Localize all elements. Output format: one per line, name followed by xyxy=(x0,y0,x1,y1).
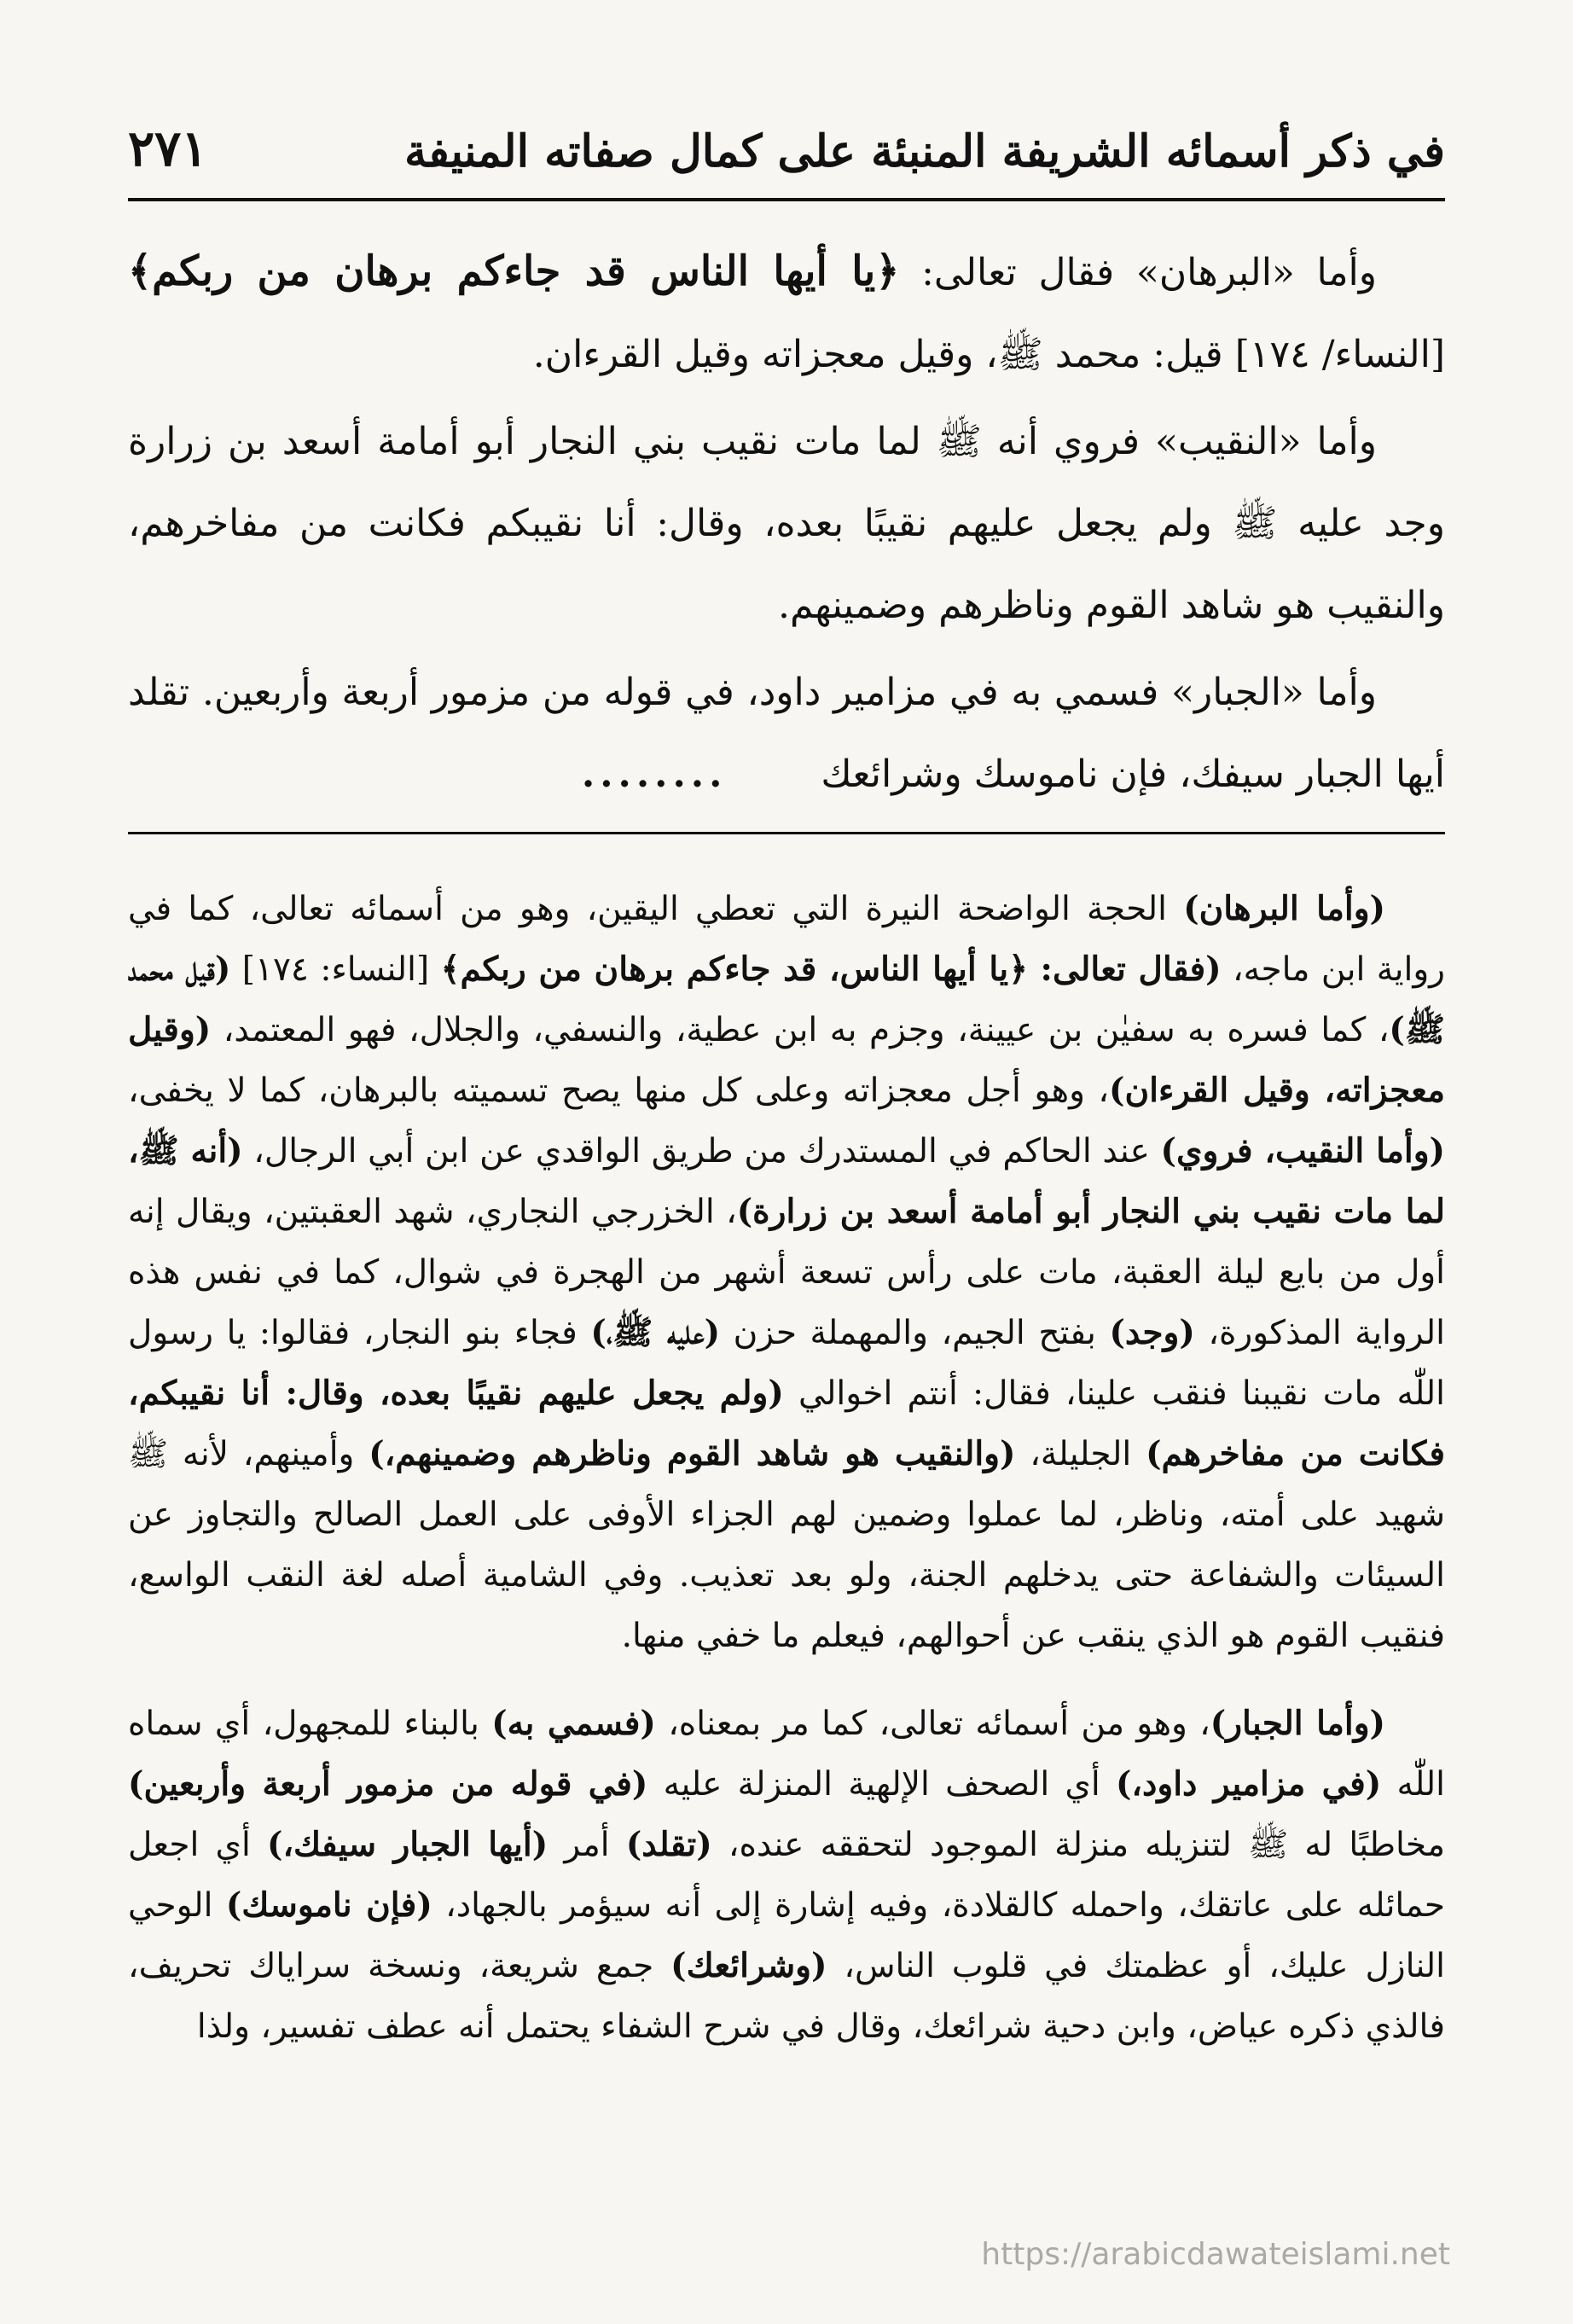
commentary-paragraph-2 xyxy=(128,1694,1445,2057)
watermark-url: https://arabicdawateislami.net xyxy=(981,2237,1450,2272)
commentary-quoted-phrase: (ولم يجعل عليهم نقيبًا بعده، وقال: أنا نقيبكم، فكانت من مفاخرهم) xyxy=(128,1374,1445,1473)
commentary-quoted-phrase: (في قوله من مزمور أربعة وأربعين) xyxy=(128,1764,648,1804)
commentary-quoted-phrase: (وأما البرهان) xyxy=(1183,889,1385,928)
commentary-explanation: عند الحاكم في المستدرك من طريق الواقدي عن ابن أبي الرجال، xyxy=(242,1132,1161,1171)
commentary-explanation: وأمينهم، لأنه ﷺ شهيد على أمته، وناظر، لما عملوا وضمين لهم الجزاء الأوفى على العمل الصالح والتجاوز عن السيئات والشفاعة حتى يدخلهم الجنة، ولو بعد تعذيب. وفي الشامية أصله لغة النقب الواسع، فنقيب القوم هو الذي ينقب عن أحوالهم، فيعلم ما خفي منها. xyxy=(128,1435,1445,1655)
main-p3-text: وأما «الجبار» فسمي به في مزامير داود، في قوله من مزمور أربعة وأربعين. تقلد أيها الجبار سيفك، فإن ناموسك وشرائعك xyxy=(128,671,1445,796)
main-p1-rest: [النساء/ ١٧٤] قيل: محمد ﷺ، وقيل معجزاته وقيل القرءان. xyxy=(532,333,1445,376)
page-number: ٢٧١ xyxy=(128,119,208,177)
main-p1-intro: وأما «البرهان» فقال تعالى: xyxy=(899,251,1377,294)
main-paragraph-burhan xyxy=(128,230,1445,396)
commentary-explanation: ، وهو من أسمائه تعالى، كما مر بمعناه، xyxy=(655,1705,1210,1743)
commentary-quoted-phrase: (فسمي به) xyxy=(491,1704,656,1743)
commentary-explanation: أمر xyxy=(548,1826,626,1864)
commentary-quoted-phrase: (وأما النقيب، فروي) xyxy=(1160,1131,1445,1171)
header-rule xyxy=(128,198,1445,201)
commentary-quoted-phrase: (وجد) xyxy=(1109,1313,1195,1352)
main-paragraph-jabbar xyxy=(128,652,1445,816)
commentary-explanation: الحجة الواضحة النيرة التي تعطي اليقين، وهو من أسمائه تعالى، كما في رواية ابن ماجه، xyxy=(128,890,1446,989)
commentary-quoted-phrase: (أنه ﷺ، لما مات نقيب بني النجار أبو أمامة أسعد بن زرارة) xyxy=(128,1131,1445,1231)
commentary-explanation: أي اجعل حمائله على عاتقك، واحمله كالقلادة، وفيه إشارة إلى أنه سيؤمر بالجهاد، xyxy=(128,1826,1445,1925)
commentary-quoted-phrase: (قيل محمد ﷺ) xyxy=(128,950,1445,1049)
commentary-quoted-phrase: (في مزامير داود،) xyxy=(1115,1764,1382,1804)
commentary-explanation: بفتح الجيم، والمهملة حزن xyxy=(720,1314,1110,1352)
commentary-explanation: جمع شريعة، ونسخة سراياك تحريف، فالذي ذكره عياض، وابن دحية شرائعك، وقال في شرح الشفاء يحتمل أنه عطف تفسير، ولذا xyxy=(128,1947,1445,2046)
commentary-explanation: مخاطبًا له ﷺ لتنزيله منزلة الموجود لتحققه عنده، xyxy=(711,1826,1445,1864)
commentary-paragraph-1 xyxy=(128,879,1445,1666)
commentary-explanation: أي الصحف الإلهية المنزلة عليه xyxy=(647,1765,1116,1804)
commentary-quoted-phrase: (أيها الجبار سيفك،) xyxy=(267,1825,549,1864)
commentary-explanation: ، وهو أجل معجزاته وعلى كل منها يصح تسميته بالبرهان، كما لا يخفى، xyxy=(128,1072,1110,1110)
running-title: في ذكر أسمائه الشريفة المنبئة على كمال صفاته المنيفة xyxy=(404,125,1445,177)
commentary-quoted-phrase: (وأما الجبار) xyxy=(1210,1704,1386,1743)
commentary-separator xyxy=(128,832,1445,834)
commentary-quoted-phrase: (تقلد) xyxy=(625,1825,712,1864)
commentary-explanation: بالبناء للمجهول، أي سماه اللّٰه xyxy=(128,1705,1446,1804)
commentary-quoted-phrase: (فقال تعالى: ﴿يا أيها الناس، قد جاءكم برهان من ربكم﴾ xyxy=(440,950,1222,989)
commentary-quoted-phrase: (والنقيب هو شاهد القوم وناظرهم وضمينهم،) xyxy=(369,1434,1016,1473)
main-paragraph-naqib: وأما «النقيب» فروي أنه ﷺ لما مات نقيب بني النجار أبو أمامة أسعد بن زرارة وجد عليه ﷺ ولم يجعل عليهم نقيبًا بعده، وقال: أنا نقيبكم فكانت من مفاخرهم، والنقيب هو شاهد القوم وناظرهم وضمينهم. xyxy=(128,420,1445,627)
commentary-quoted-phrase: (وقيل معجزاته، وقيل القرءان) xyxy=(128,1010,1445,1110)
page-header xyxy=(128,101,1445,177)
commentary-text xyxy=(128,879,1445,2084)
commentary-explanation: [النساء: ١٧٤] xyxy=(230,950,441,989)
commentary-explanation: الجليلة، xyxy=(1015,1435,1146,1473)
quran-verse: ﴿يا أيها الناس قد جاءكم برهان من ربكم﴾ xyxy=(128,247,900,295)
commentary-explanation: ، الخزرجي النجاري، شهد العقبتين، ويقال إنه أول من بايع ليلة العقبة، مات على رأس تسعة أشهر من الهجرة في شوال، كما في نفس هذه الرواية المذكورة، xyxy=(128,1193,1445,1352)
commentary-explanation: فجاء بنو النجار، فقالوا: يا رسول اللّٰه مات نقيبنا فنقب علينا، فقال: أنتم اخوالي xyxy=(128,1314,1445,1413)
commentary-quoted-phrase: (عليه ﷺ،) xyxy=(590,1313,721,1352)
main-text xyxy=(128,230,1445,821)
ellipsis-dots: ........ xyxy=(581,752,728,796)
commentary-explanation: الوحي النازل عليك، أو عظمتك في قلوب الناس، xyxy=(128,1886,1445,1985)
commentary-explanation: ، كما فسره به سفيٰن بن عيينة، وجزم به ابن عطية، والنسفي، والجلال، فهو المعتمد، xyxy=(211,1011,1390,1049)
commentary-quoted-phrase: (فإن ناموسك) xyxy=(225,1885,432,1925)
commentary-quoted-phrase: (وشرائعك) xyxy=(670,1946,827,1985)
